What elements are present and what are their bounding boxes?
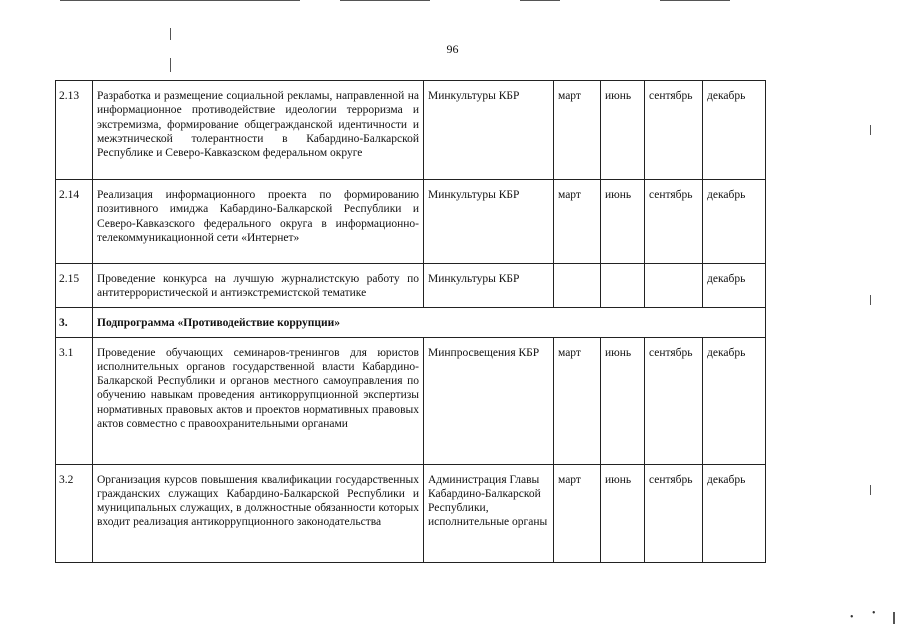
scan-artifact-vertical (870, 125, 871, 135)
row-q1: март (554, 81, 601, 180)
table-row (56, 180, 766, 264)
row-number: 3.1 (56, 337, 93, 464)
row-q3: сентябрь (645, 464, 703, 562)
row-q1: март (554, 180, 601, 264)
row-number: 2.13 (56, 81, 93, 180)
scan-artifact-vertical (170, 58, 171, 72)
page-number: 96 (446, 42, 459, 56)
row-q4: декабрь (703, 81, 766, 180)
row-executor: Администрация Главы Кабардино-Балкарской Республики, исполнительные органы (424, 464, 554, 562)
row-number: 2.15 (56, 264, 93, 308)
section-row (56, 307, 766, 337)
row-q3: сентябрь (645, 81, 703, 180)
row-q1: март (554, 337, 601, 464)
row-q1 (554, 264, 601, 308)
table-row (56, 337, 766, 464)
row-executor: Минкультуры КБР (424, 180, 554, 264)
table-row (56, 81, 766, 180)
plan-table (55, 80, 766, 563)
row-q3: сентябрь (645, 180, 703, 264)
scan-artifact-top-line (60, 0, 300, 1)
row-executor: Минпросвещения КБР (424, 337, 554, 464)
row-q4: декабрь (703, 264, 766, 308)
row-q2: июнь (601, 81, 645, 180)
table-row (56, 264, 766, 308)
row-q3 (645, 264, 703, 308)
row-q2 (601, 264, 645, 308)
row-q1: март (554, 464, 601, 562)
scan-artifact-dot: • (872, 608, 876, 619)
row-q2: июнь (601, 180, 645, 264)
scan-artifact-vertical (870, 485, 871, 495)
section-title: Подпрограмма «Противодействие коррупции» (93, 307, 766, 337)
row-executor: Минкультуры КБР (424, 81, 554, 180)
row-executor: Минкультуры КБР (424, 264, 554, 308)
scan-artifact-dot: • (850, 612, 854, 623)
row-description: Проведение обучающих семинаров-тренингов для юристов исполнительных органов государственной власти Кабардино-Балкарской Республики и органов местного самоуправления по обучению навыкам проведения антикоррупционной экспертизы нормативных правовых актов и проектов нормативных правовых актов совместно с правоохранительными органами (93, 337, 424, 464)
row-number: 3.2 (56, 464, 93, 562)
scan-artifact-vertical (893, 612, 895, 624)
row-q4: декабрь (703, 180, 766, 264)
section-number: 3. (56, 307, 93, 337)
row-number: 2.14 (56, 180, 93, 264)
row-description: Проведение конкурса на лучшую журналистскую работу по антитеррористической и антиэкстремистской тематике (93, 264, 424, 308)
row-description: Разработка и размещение социальной рекламы, направленной на информационное противодействие идеологии терроризма и экстремизма, формирование общегражданской идентичности и межэтнической толерантности в Кабардино-Балкарской Республике и Северо-Кавказском федеральном округе (93, 81, 424, 180)
row-description: Реализация информационного проекта по формированию позитивного имиджа Кабардино-Балкарской Республики и Северо-Кавказского федерального округа в информационно-телекоммуникационной сети «Интернет» (93, 180, 424, 264)
row-q2: июнь (601, 464, 645, 562)
scan-artifact-top-line (520, 0, 560, 1)
row-q4: декабрь (703, 464, 766, 562)
row-q2: июнь (601, 337, 645, 464)
scan-artifact-top-line (660, 0, 730, 1)
table-row (56, 464, 766, 562)
row-description: Организация курсов повышения квалификации государственных гражданских служащих Кабардино-Балкарской Республики и муниципальных служащих, в должностные обязанности которых входит реализация антикоррупционного законодательства (93, 464, 424, 562)
scan-artifact-vertical (170, 28, 171, 40)
row-q3: сентябрь (645, 337, 703, 464)
scan-artifact-top-line (340, 0, 430, 1)
row-q4: декабрь (703, 337, 766, 464)
scan-artifact-vertical (870, 295, 871, 305)
